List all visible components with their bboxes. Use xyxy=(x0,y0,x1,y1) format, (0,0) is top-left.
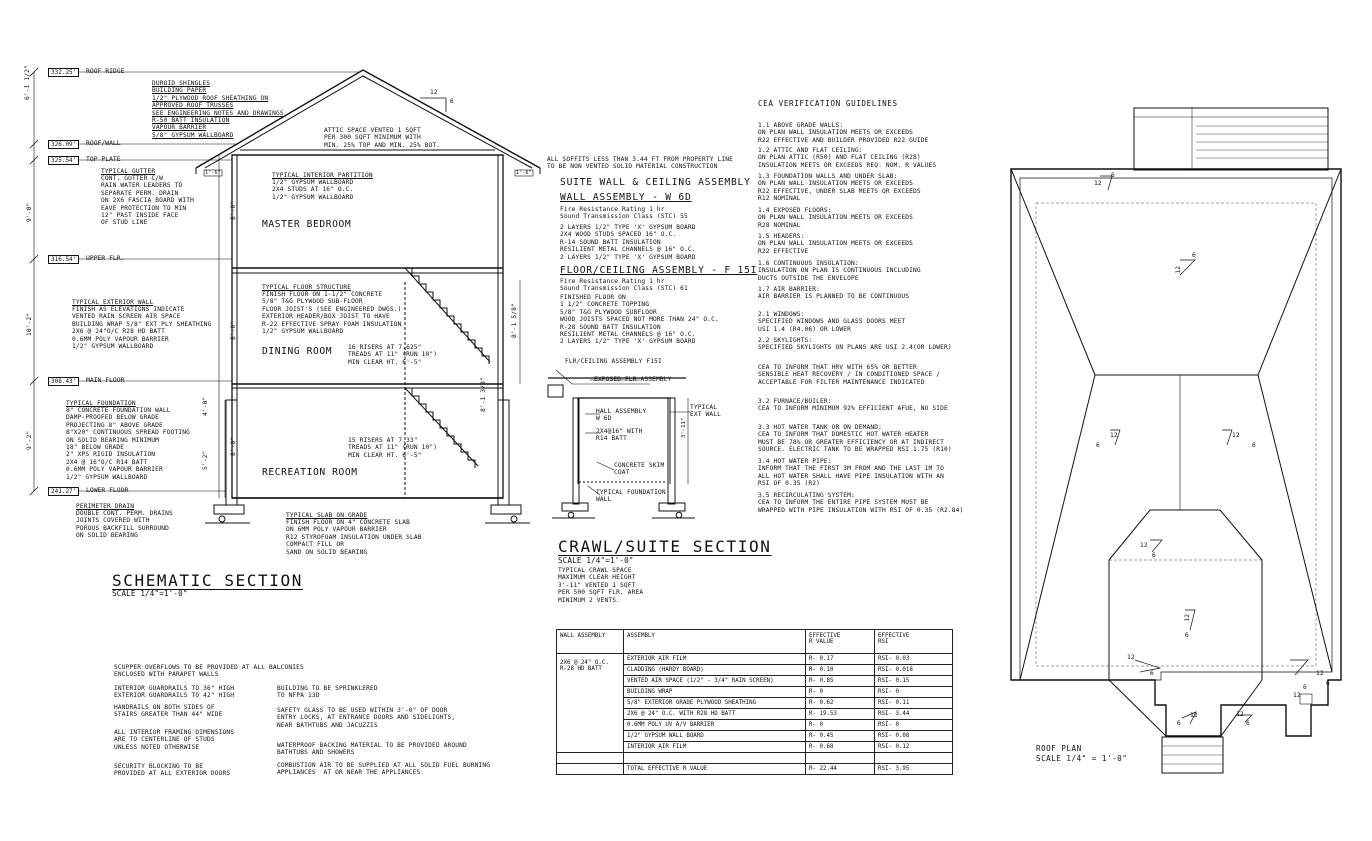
roof-pitch-label: 6 xyxy=(1303,684,1307,691)
note-foundation: 8" CONCRETE FOUNDATION WALL DAMP-PROOFED BELOW GRADE PROJECTING 8" ABOVE GRADE 8"X20" CONTINUOUS SPREAD FOOTING ON SOLID BEARING MINIMUM 18" BELOW GRADE 2" XPS RIGID INSULATION 2X4 @ 16"O/C R14 BATT 0.6MM POLY VAPOUR BARRIER 1/2" GYPSUM WALLBOARD xyxy=(66,407,191,481)
note-drain-title: PERIMETER DRAIN xyxy=(76,503,135,510)
roof-pitch-label: 12 xyxy=(1232,432,1240,439)
roof-pitch-label: 6 xyxy=(1252,442,1256,449)
table-cell: RSI- 0.11 xyxy=(875,698,953,709)
suite-floor-layers: FINISHED FLOOR ON 1 1/2" CONCRETE TOPPING 5/8" T&G PLYWOOD SUBFLOOR WOOD JOISTS SPACED NOT MORE THAN 24" O.C. R-28 SOUND BATT INSULATION RESILIENT METAL CHANNELS @ 16" O.C. 2 LAYERS 1/2" TYPE 'X' GYPSUM BOARD xyxy=(560,294,719,346)
roof-pitch-label: 12 xyxy=(1110,432,1118,439)
table-row xyxy=(557,654,953,665)
note-slab-title: TYPICAL SLAB ON GRADE xyxy=(286,512,368,519)
level-main-floor-label: MAIN FLOOR xyxy=(86,376,125,384)
room-master-bedroom: MASTER BEDROOM xyxy=(262,219,352,230)
note-wall-title: TYPICAL EXTERIOR WALL xyxy=(72,299,154,306)
cea-item: 1.2 ATTIC AND FLAT CEILING: ON PLAN ATTIC (R50) AND FLAT CEILING (R28) INSULATION MEETS OR EXCEEDS REQ. NOM. R VALUES xyxy=(758,147,937,169)
level-top-plate-value: 325.54' xyxy=(48,156,79,165)
crawl-label-flr: FLR/CEILING ASSEMBLY F15I xyxy=(565,358,662,365)
note-gutter-title: TYPICAL GUTTER xyxy=(101,168,156,175)
roof-pitch-label: 6 xyxy=(1326,680,1330,687)
general-note-7: SAFETY GLASS TO BE USED WITHIN 3'-0" OF DOOR ENTRY LOCKS, AT ENTRANCE DOORS AND SIDELIGHTS, NEAR BATHTUBS AND JACUZZIS xyxy=(277,707,456,729)
crawl-label-hall: HALL ASSEMBLY W 6D xyxy=(596,408,647,423)
table-cell: R- 0 xyxy=(806,720,875,731)
general-note-6: BUILDING TO BE SPRINKLERED TO NFPA 13D xyxy=(277,685,378,700)
roof-pitch-label: 6 xyxy=(1096,442,1100,449)
note-floor: FINISH FLOOR ON 1-1/2" CONCRETE 5/8" T&G PLYWOOD SUB-FLOOR FLOOR JOIST'S (SEE ENGINEERED DWGS.) EXTERIOR HEADER/BOX JOIST TO HAVE R-22 EFFECTIVE SPRAY FOAM INSULATION 1/2" GYPSUM WALLBOARD xyxy=(262,291,402,336)
table-cell: RSI- 0 xyxy=(875,720,953,731)
suite-wall-rating: Fire Resistance Rating 1 hr Sound Transmission Class (STC) 55 xyxy=(560,206,688,221)
table-cell: 5/8" EXTERIOR GRADE PLYWOOD SHEATHING xyxy=(624,698,806,709)
roof-plan-drawing xyxy=(1011,108,1341,773)
general-note-4: ALL INTERIOR FRAMING DIMENSIONS ARE TO CENTERLINE OF STUDS UNLESS NOTED OTHERWISE xyxy=(114,729,235,751)
table-total-label: TOTAL EFFECTIVE R VALUE xyxy=(624,764,806,775)
cea-item: 3.2 FURNACE/BOILER: CEA TO INFORM MINIMUM 92% EFFICIENT AFUE, NO SIDE xyxy=(758,398,948,413)
note-slab: FINISH FLOOR ON 4" CONCRETE SLAB ON 6MM POLY VAPOUR BARRIER R12 STYROFOAM INSULATION UNDER SLAB COMPACT FILL OR SAND ON SOLID BEARING xyxy=(286,519,422,556)
table-cell: VENTED AIR SPACE (1/2" - 3/4" RAIN SCREEN) xyxy=(624,676,806,687)
tag-right: 1'-6" xyxy=(516,170,532,176)
dim-rec: 8'-0" xyxy=(230,436,237,456)
table-cell: 2X6 @ 24" O.C. WITH R28 HD BATT xyxy=(624,709,806,720)
suite-wall-layers: 2 LAYERS 1/2" TYPE 'X' GYPSUM BOARD 2X4 WOOD STUDS SPACED 16" O.C. R-14 SOUND BATT INSULATION RESILIENT METAL CHANNELS @ 16" O.C. 2 LAYERS 1/2" TYPE 'X' GYPSUM BOARD xyxy=(560,224,696,261)
level-roof-ridge-label: ROOF RIDGE xyxy=(86,67,125,75)
cea-item: 1.7 AIR BARRIER: AIR BARRIER IS PLANNED TO BE CONTINUOUS xyxy=(758,286,910,301)
dim-found-b: 5'-2" xyxy=(202,450,209,470)
table-total-r: R- 22.44 xyxy=(806,764,875,775)
note-drain: DOUBLE CONT. PERM. DRAINS JOINTS COVERED WITH POROUS BACKFILL SURROUND ON SOLID BEARING xyxy=(76,510,173,540)
level-roof-ridge-value: 332.25' xyxy=(48,68,79,77)
dim-stair-a: 8'-1 5/8" xyxy=(511,303,518,338)
roof-pitch-label: 12 xyxy=(1175,265,1183,274)
crawl-label-exposed: EXPOSED FLR ASSEMBLY xyxy=(594,376,672,383)
cea-item: CEA TO INFORM THAT HRV WITH 65% OR BETTER SENSIBLE HEAT RECOVERY / IN CONDITIONED SPACE / ACCEPTABLE FOR FILTER MAINTENANCE INDICATED xyxy=(758,364,941,386)
roof-pitch-label: 12 xyxy=(1094,180,1102,187)
suite-floor-title: FLOOR/CEILING ASSEMBLY - F 15I xyxy=(560,265,758,276)
table-cell: R- 0.85 xyxy=(806,676,875,687)
cea-item: 1.4 EXPOSED FLOORS: ON PLAN WALL INSULATION MEETS OR EXCEEDS R28 NOMINAL xyxy=(758,207,914,229)
note-soffit: ALL SOFFITS LESS THAN 3.44 FT FROM PROPERTY LINE TO BE NON VENTED SOLID MATERIAL CONSTRUCTION xyxy=(547,156,734,171)
table-total-row xyxy=(557,764,953,775)
suite-wall-title: WALL ASSEMBLY - W 6D xyxy=(560,192,692,203)
general-note-2: INTERIOR GUARDRAILS TO 36" HIGH EXTERIOR GUARDRAILS TO 42" HIGH xyxy=(114,685,235,700)
room-recreation: RECREATION ROOM xyxy=(262,467,358,478)
roof-pitch-label: 6 xyxy=(1177,720,1181,727)
roof-pitch-label: 6 xyxy=(1192,252,1196,259)
roof-pitch-label: 6 xyxy=(1185,632,1189,639)
pitch-rise: 6 xyxy=(450,98,454,105)
schematic-section-scale: SCALE 1/4"=1'-0" xyxy=(112,589,188,598)
table-cell: R- 0.62 xyxy=(806,698,875,709)
crawl-label-foundation: TYPICAL FOUNDATION WALL xyxy=(596,489,666,504)
crawl-label-typical-ext: TYPICAL EXT WALL xyxy=(690,404,722,419)
roof-pitch-label: 6 xyxy=(1150,670,1154,677)
cea-item: 1.1 ABOVE GRADE WALLS: ON PLAN WALL INSULATION MEETS OR EXCEEDS R22 EFFECTIVE AND BUILDER PROVIDED R22 GUIDE xyxy=(758,122,929,144)
level-upper-floor-value: 316.54' xyxy=(48,255,79,264)
crawl-notes: TYPICAL CRAWL SPACE MAXIMUM CLEAR HEIGHT 3'-11" VENTED 1 SQFT PER 500 SQFT FLR. AREA MINIMUM 2 VENTS. xyxy=(558,567,644,604)
note-attic: ATTIC SPACE VENTED 1 SQFT PER 300 SQFT MINIMUM WITH MIN. 25% TOP AND MIN. 25% BOT. xyxy=(324,127,441,149)
dim-lower: 9'-2" xyxy=(26,430,33,450)
general-note-8: WATERPROOF BACKING MATERIAL TO BE PROVIDED AROUND BATHTUBS AND SHOWERS xyxy=(277,742,467,757)
cea-item: 1.6 CONTINUOUS INSULATION: INSULATION ON PLAN IS CONTINUOUS INCLUDING DUCTS OUTSIDE THE ENVELOPE xyxy=(758,260,921,282)
table-header: ASSEMBLY xyxy=(624,630,806,654)
roof-pitch-label: 12 xyxy=(1316,670,1324,677)
dim-found-a: 4'-0" xyxy=(202,396,209,416)
table-cell: BUILDING WRAP xyxy=(624,687,806,698)
general-note-5: SECURITY BLOCKING TO BE PROVIDED AT ALL EXTERIOR DOORS xyxy=(114,763,231,778)
table-header: WALL ASSEMBLY xyxy=(557,630,624,654)
table-cell: RSI- 0.15 xyxy=(875,676,953,687)
table-cell: R- 0.45 xyxy=(806,731,875,742)
note-floor-title: TYPICAL FLOOR STRUCTURE xyxy=(262,284,352,291)
general-note-3: HANDRAILS ON BOTH SIDES OF STAIRS GREATER THAN 44" WIDE xyxy=(114,704,223,719)
table-cell: 1/2" GYPSUM WALL BOARD xyxy=(624,731,806,742)
roof-plan-scale: SCALE 1/4" = 1'-0" xyxy=(1036,754,1128,763)
note-gutter: CONT. GUTTER C/W RAIN WATER LEADERS TO SEPARATE PERM. DRAIN ON 2X6 FASCIA BOARD WITH EAVE PROTECTION TO MIN 12" PAST INSIDE FACE OF STUD LINE xyxy=(101,175,195,227)
table-cell: RSI- 3.44 xyxy=(875,709,953,720)
table-cell: RSI- 0.12 xyxy=(875,742,953,753)
cea-item: 1.3 FOUNDATION WALLS AND UNDER SLAB: ON PLAN WALL INSULATION MEETS OR EXCEEDS R22 EFFECTIVE, UNDER SLAB MEETS OR EXCEEDS R12 NOMINAL xyxy=(758,173,921,203)
note-roof: DUROID SHINGLES BUILDING PAPER 1/2" PLYWOOD ROOF SHEATHING ON APPROVED ROOF TRUSSES SEE ENGINEERING NOTES AND DRAWINGS R-50 BATT INSULATION VAPOUR BARRIER 5/8" GYPSUM WALLBOARD xyxy=(152,80,284,139)
suite-title: SUITE WALL & CEILING ASSEMBLY xyxy=(560,177,751,188)
r-value-table xyxy=(556,629,953,775)
note-foundation-title: TYPICAL FOUNDATION xyxy=(66,400,136,407)
crawl-label-stud: 2X4@16" WITH R14 BATT xyxy=(596,428,643,443)
note-wall: FINISH AS ELEVATIONS INDICATE VENTED RAIN SCREEN AIR SPACE BUILDING WRAP 5/8" EXT PLY SHEATHING 2X6 @ 24"O/C R28 HD BATT 0.6MM POLY VAPOUR BARRIER 1/2" GYPSUM WALLBOARD xyxy=(72,306,212,351)
note-partition-title: TYPICAL INTERIOR PARTITION xyxy=(272,172,373,179)
crawl-section-title: CRAWL/SUITE SECTION xyxy=(558,537,772,556)
level-top-plate-label: TOP PLATE xyxy=(86,155,121,163)
table-cell: RSI- 0 xyxy=(875,687,953,698)
note-stair-upper: 16 RISERS AT 7.625" TREADS AT 11" (RUN 10") MIN CLEAR HT. 6'-5" xyxy=(348,344,438,366)
cea-item: 2.1 WINDOWS: SPECIFIED WINDOWS AND GLASS DOORS MEET USI 1.4 (R4.06) OR LOWER xyxy=(758,311,906,333)
pitch-run: 12 xyxy=(430,89,438,96)
table-cell: R- 0 xyxy=(806,687,875,698)
table-cell: R- 0.17 xyxy=(806,654,875,665)
roof-pitch-label: 6 xyxy=(1246,720,1250,727)
table-header: EFFECTIVE RSI xyxy=(875,630,953,654)
table-header: EFFECTIVE R VALUE xyxy=(806,630,875,654)
tag-left: 1'-6" xyxy=(205,170,221,176)
level-upper-floor-label: UPPER FLR. xyxy=(86,254,125,262)
table-cell: R- 19.53 xyxy=(806,709,875,720)
suite-floor-rating: Fire Resistance Rating 1 hr Sound Transmission Class (STC) 61 xyxy=(560,278,688,293)
crawl-dim: 3'-11" xyxy=(681,417,687,438)
level-roof-wall-value: 326.09' xyxy=(48,140,79,149)
roof-pitch-label: 12 xyxy=(1184,613,1192,622)
table-cell: R- 0.10 xyxy=(806,665,875,676)
cea-item: 3.3 HOT WATER TANK OR ON DEMAND: CEA TO INFORM THAT DOMESTIC HOT WATER HEATER MUST BE 78% OR GREATER EFFICIENCY OR AT INDIRECT SOURCE. ELECTRIC TANK TO BE WRAPPED RSI 1.75 (R10) xyxy=(758,424,952,454)
room-dining: DINING ROOM xyxy=(262,346,333,357)
dim-roof: 6'-1 1/2" xyxy=(24,65,31,100)
roof-pitch-label: 12 xyxy=(1140,542,1148,549)
roof-pitch-label: 6 xyxy=(1152,552,1156,559)
table-cell: R- 0.68 xyxy=(806,742,875,753)
table-spacer-row xyxy=(557,753,953,764)
general-note-1: SCUPPER OVERFLOWS TO BE PROVIDED AT ALL BALCONIES ENCLOSED WITH PARAPET WALLS xyxy=(114,664,304,679)
crawl-section-scale: SCALE 1/4"=1'-0" xyxy=(558,556,634,565)
cea-item: 3.5 RECIRCULATING SYSTEM: CEA TO INFORM THE ENTIRE PIPE SYSTEM MUST BE WRAPPED WITH PIPE INSULATION WITH RSI OF 0.35 (R2.84) xyxy=(758,492,964,514)
dim-bed: 8'-0" xyxy=(230,200,237,220)
roof-pitch-label: 12 xyxy=(1293,692,1301,699)
table-cell: 0.6MM POLY UV A/V BARRIER xyxy=(624,720,806,731)
roof-pitch-label: 12 xyxy=(1190,712,1198,719)
cea-item: 2.2 SKYLIGHTS: SPECIFIED SKYLIGHTS ON PLANS ARE USI 2.4(OR LOWER) xyxy=(758,337,952,352)
general-note-9: COMBUSTION AIR TO BE SUPPLIED AT ALL SOLID FUEL BURNING APPLIANCES AT OR NEAR THE APPLIANCES xyxy=(277,762,491,777)
table-header-row xyxy=(557,630,953,654)
schematic-section-title: SCHEMATIC SECTION xyxy=(112,571,303,590)
note-stair-lower: 15 RISERS AT 7.33" TREADS AT 11" (RUN 10") MIN CLEAR HT. 6'-5" xyxy=(348,437,438,459)
dim-main: 10'-2" xyxy=(26,312,33,336)
cea-title: CEA VERIFICATION GUIDELINES xyxy=(758,99,898,108)
roof-pitch-label: 12 xyxy=(1127,654,1135,661)
cea-item: 3.4 HOT WATER PIPE: INFORM THAT THE FIRST 3M FROM AND THE LAST 1M TO ALL HOT WATER SHALL HAVE PIPE INSULATION WITH AN RSI OF 0.35 (R2) xyxy=(758,458,945,488)
roof-plan-title: ROOF PLAN xyxy=(1036,744,1082,753)
table-cell: EXTERIOR AIR FILM xyxy=(624,654,806,665)
level-roof-wall-label: ROOF/WALL xyxy=(86,139,121,147)
table-cell: RSI- 0.018 xyxy=(875,665,953,676)
note-partition: 1/2" GYPSUM WALLBOARD 2X4 STUDS AT 16" O.C. 1/2" GYPSUM WALLBOARD xyxy=(272,179,354,201)
table-cell: RSI- 0.03 xyxy=(875,654,953,665)
level-lower-floor-label: LOWER FLOOR xyxy=(86,486,129,494)
table-total-rsi: RSI- 3.95 xyxy=(875,764,953,775)
level-main-floor-value: 308.43' xyxy=(48,377,79,386)
level-lower-floor-value: 241.27' xyxy=(48,487,79,496)
crawl-label-skim: CONCRETE SKIM COAT xyxy=(614,462,665,477)
dim-upper: 9'-0" xyxy=(26,202,33,222)
cea-item: 1.5 HEADERS: ON PLAN WALL INSULATION MEETS OR EXCEEDS R22 EFFECTIVE xyxy=(758,233,914,255)
roof-pitch-label: 12 xyxy=(1236,711,1244,718)
dim-dining: 8'-0" xyxy=(230,320,237,340)
table-cell: CLADDING (HARDY BOARD) xyxy=(624,665,806,676)
roof-pitch-label: 6 xyxy=(1111,172,1115,179)
table-cell: INTERIOR AIR FILM xyxy=(624,742,806,753)
table-cell: RSI- 0.08 xyxy=(875,731,953,742)
wall-assembly-cell: 2X6 @ 24" O.C. R-28 HD BATT xyxy=(557,654,624,753)
dim-stair-b: 8'-1 3/8" xyxy=(480,377,487,412)
